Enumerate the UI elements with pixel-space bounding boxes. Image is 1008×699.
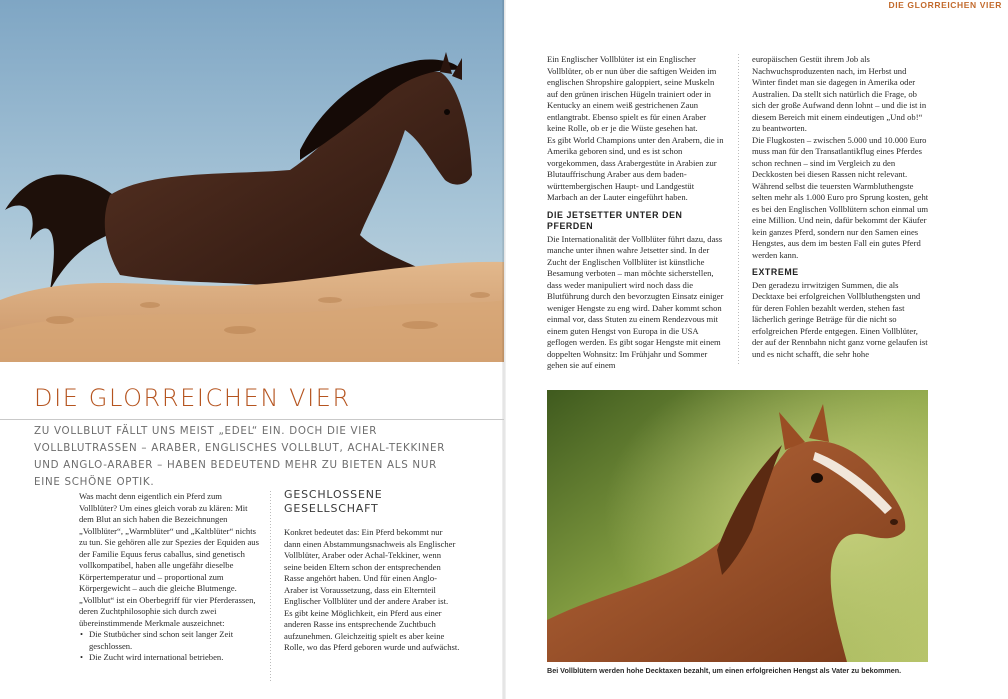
- paragraph: Es gibt World Champions unter den Arabern, die in Amerika geboren sind, und es ist schon vorgekommen, dass Arabergestüte in Arabien zur Blutauffrischung Araber aus dem baden-württembergischen Haupt- und Landgestüt Marbach an der Lauter eingeführt haben.: [547, 134, 724, 202]
- page-title: DIE GLORREICHEN VIER: [34, 384, 351, 412]
- desert-horse-photo: [0, 0, 504, 362]
- column-divider: [738, 54, 739, 364]
- paragraph: Die Internationalität der Vollblüter führt dazu, dass manche unter ihnen wahre Jetsetter sind. In der Zucht der Englischen Vollblüter ist künstliche Besamung verboten – man möchte sicherstellen, dass weder manipuliert wird noch dass die Blutführung durch den bevorzugten Einsatz einiger weniger Hengste zu eng wird. Daher kommt schon einmal vor, dass Stuten zu einem Rendezvous mit einem guten Hengst von Europa in die USA geflogen werden. Es gibt sogar Hengste mit einem doppelten Wohnsitz: Im Frühjahr und Sommer gehen sie auf einem: [547, 233, 724, 370]
- paragraph: Die Flugkosten – zwischen 5.000 und 10.000 Euro muss man für den Transatlantikflug eines Pferdes schon rechnen – sind im Vergleich zu den Deckkosten bei diesen Rassen nicht relevant. Während selbst die teuersten Warmbluthengste selten mehr als 1.000 Euro pro Sprung kosten, geht es bei den Englischen Vollblütern schon einmal um eine Million. Und nein, dafür bekommt der Käufer kein ganzes Pferd, sondern nur den Samen eines Hengstes, aus dem im besten Fall ein gutes Pferd werden kann.: [752, 134, 929, 260]
- paragraph: Konkret bedeutet das: Ein Pferd bekommt nur dann einen Abstammungsnachweis als Englischer Vollblüter, Araber oder Achal-Tekkiner, wenn seine beiden Eltern schon der entsprechenden Rasse angehört haben. Und für einen Anglo-Araber ist Voraussetzung, dass ein Elternteil Englischer Vollblüter und der andere Araber ist.: [284, 527, 456, 606]
- paragraph: Den geradezu irrwitzigen Summen, die als Decktaxe bei erfolgreichen Vollbluthengsten und für deren Fohlen bezahlt werden, stehen fast lächerlich geringe Beträge für die nicht so erfolgreichen Pferde entgegen. Einen Vollblüter, der auf der Rennbahn nicht ganz vorne gelaufen ist und es nicht schafft, die sehr hohe: [752, 279, 928, 359]
- section-heading: EXTREME: [752, 267, 799, 277]
- title-rule: [0, 419, 504, 420]
- paragraph: „Vollblut“ ist ein Oberbegriff für vier Pferderassen, deren Zuchtphilosophie sich durch zwei übereinstimmende Merkmale auszeichnet:: [79, 594, 256, 628]
- bullet-list: [79, 629, 261, 664]
- photo-caption: Bei Vollblütern werden hohe Decktaxen bezahlt, um einen erfolgreichen Hengst als Vater zu bekommen.: [547, 666, 902, 675]
- paragraph: Es gibt keine Möglichkeit, ein Pferd aus einer anderen Rasse ins entsprechende Zuchtbuch aufzunehmen. Gleichzeitig spielt es aber keine Rolle, wo das Pferd geboren wurde und aufwächst.: [284, 607, 460, 652]
- body-column-left-2: [284, 527, 460, 654]
- body-column-left-1: [79, 491, 261, 664]
- paragraph: Was macht denn eigentlich ein Pferd zum Vollblüter? Um eines gleich vorab zu klären: Mit dem Blut an sich haben die Bezeichnungen „Vollblüter“, „Warmblüter“ und „Kaltblüter“ nichts zu tun. Sie gehören alle zur Spezies der Equiden aus der Familie Equus ferus caballus, sind genetisch vollkompatibel, haben alle ungefähr dieselbe Körpertemperatur und – proportional zum Körpergewicht – auch die gleiche Blutmenge.: [79, 491, 259, 593]
- body-column-right-2: [752, 54, 930, 360]
- list-item: • Die Stutbücher sind schon seit langer Zeit geschlossen.: [79, 629, 261, 652]
- running-head: DIE GLORREICHEN VIER: [888, 0, 1002, 10]
- intro-text: ZU VOLLBLUT FÄLLT UNS MEIST „EDEL“ EIN. DOCH DIE VIER VOLLBLUTRASSEN – ARABER, ENGLISCHES VOLLBLUT, ACHAL-TEKKINER UND ANGLO-ARABER – HABEN BEDEUTEND MEHR ZU BIETEN ALS NUR EINE SCHÖNE OPTIK.: [34, 425, 446, 488]
- body-column-right-1: [547, 54, 725, 372]
- list-item: • Die Zucht wird international betrieben.: [79, 652, 261, 664]
- section-heading: DIE JETSETTER UNTER DEN PFERDEN: [547, 209, 683, 231]
- book-spine-shadow: [502, 0, 506, 699]
- section-heading: GESCHLOSSENE GESELLSCHAFT: [284, 488, 383, 515]
- column-divider: [270, 491, 271, 681]
- paragraph: europäischen Gestüt ihrem Job als Nachwuchsproduzenten nach, im Herbst und Winter findet man sie dagegen in Amerika oder Australien. Da stellt sich natürlich die Frage, ob sich der große Aufwand denn lohnt – und die ist in diesem Bereich mit einem eindeutigen „Und ob!“ zu beantworten.: [752, 54, 927, 133]
- foal-photo: [547, 390, 928, 662]
- paragraph: Ein Englischer Vollblüter ist ein Englischer Vollblüter, ob er nun über die saftigen Weiden im englischen Shropshire galoppiert, seine Muskeln auf den grünen irischen Hügeln trainiert oder in Kentucky an einem weiß gestrichenen Zaun entlangtrabt. Ebenso spielt es für einen Araber keine Rolle, ob er je die Wüste gesehen hat.: [547, 54, 717, 133]
